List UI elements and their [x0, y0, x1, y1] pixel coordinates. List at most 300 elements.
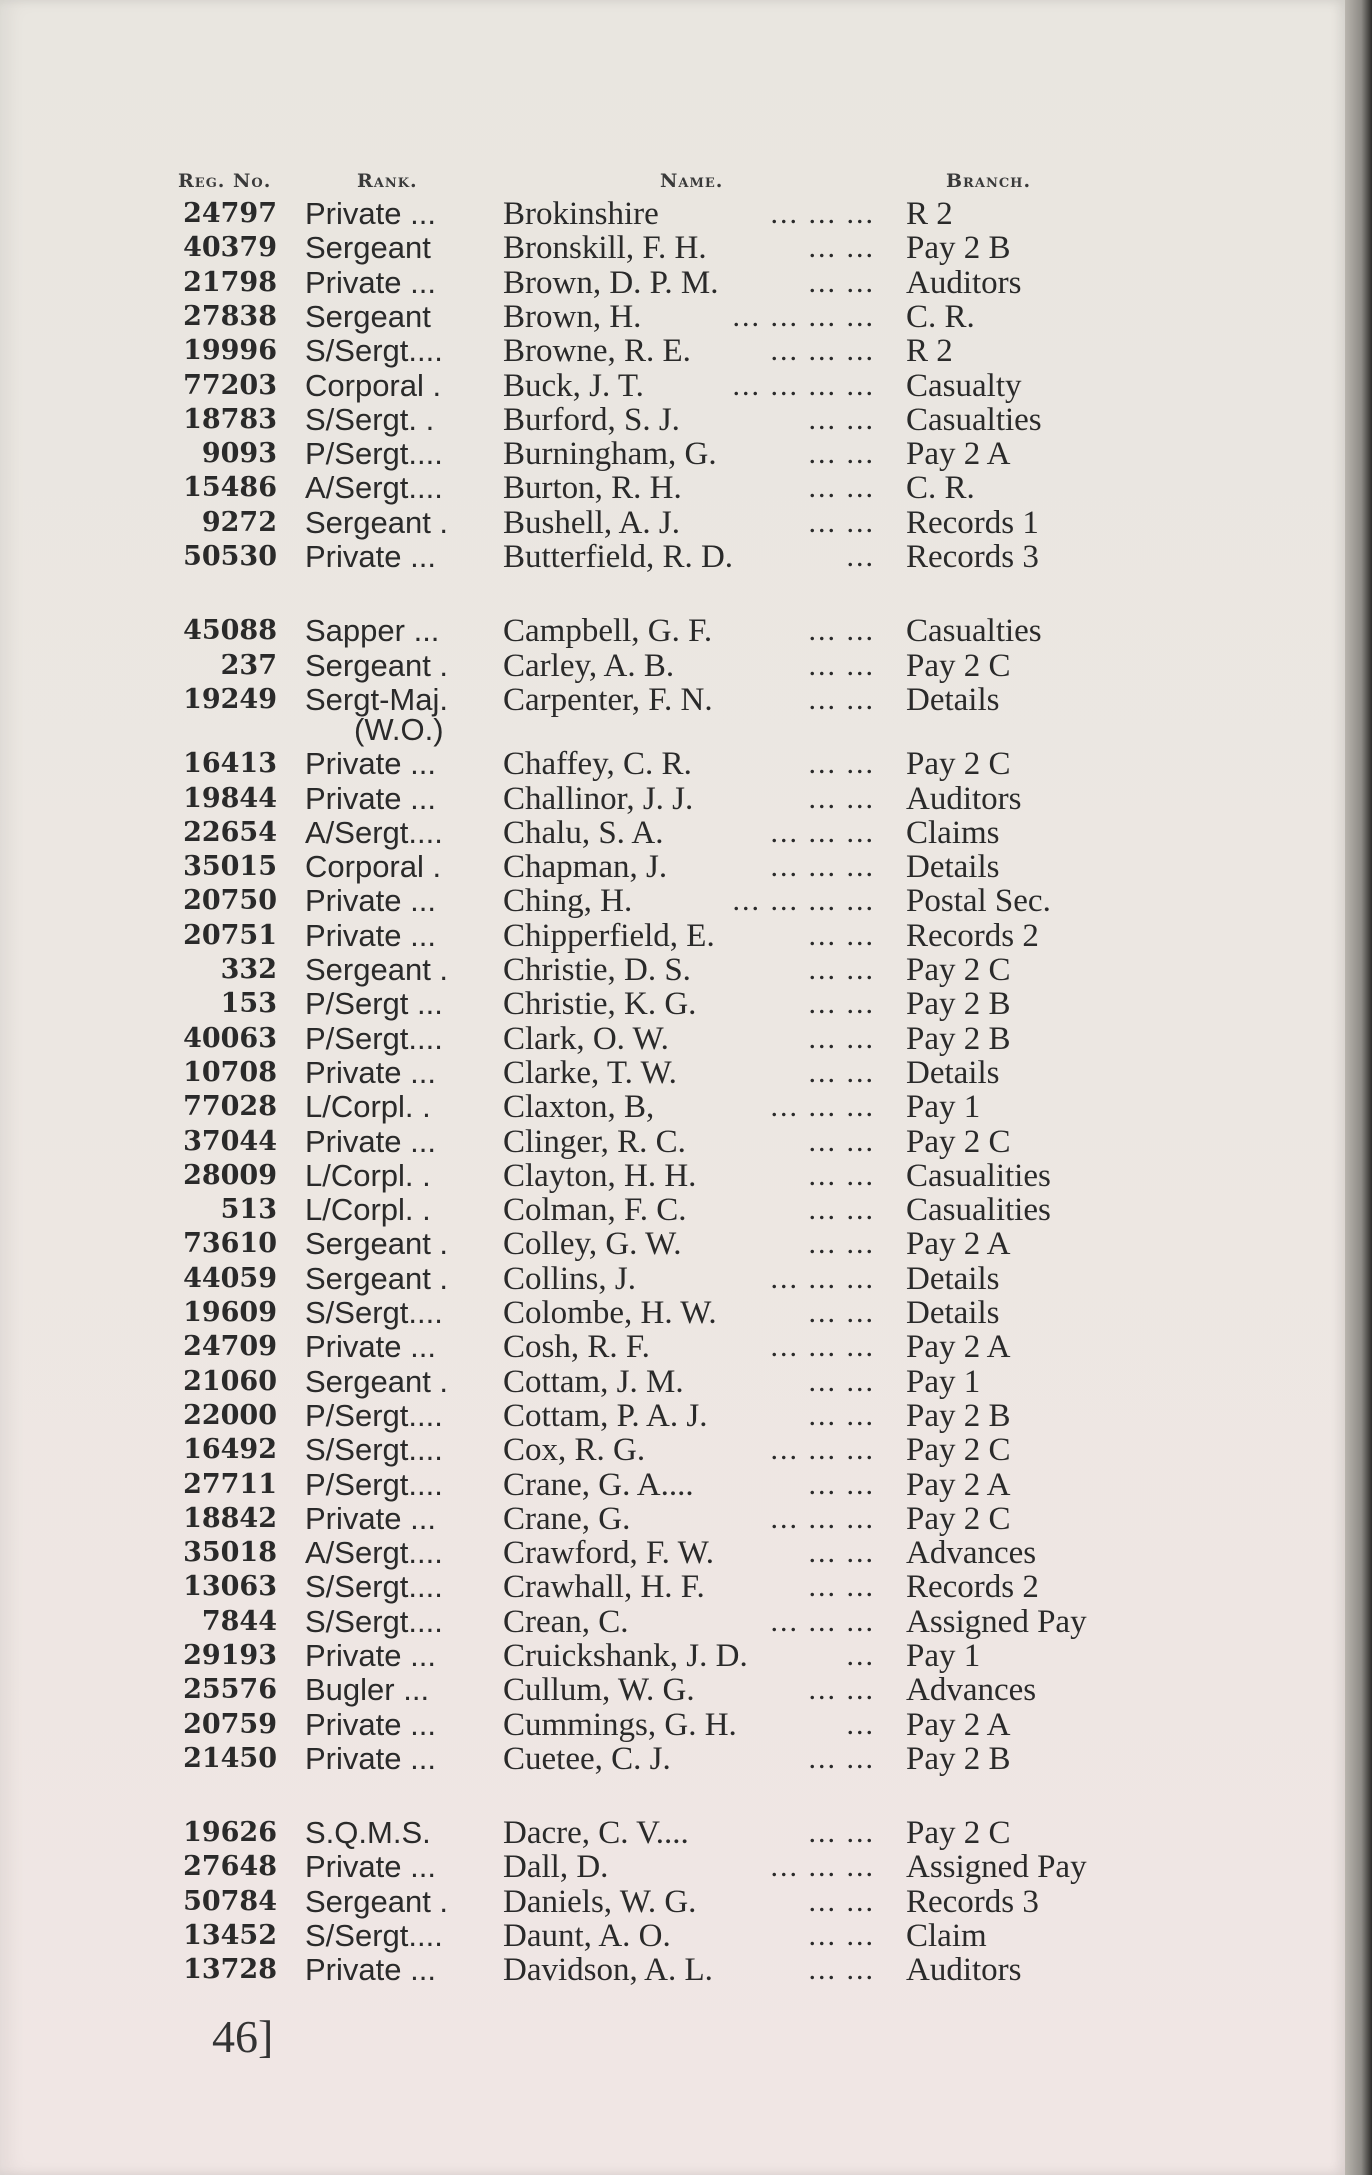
table-row [0, 1639, 1345, 1673]
table-row [0, 1850, 1345, 1884]
reg-number: 20750 [183, 885, 277, 916]
table-row [0, 1742, 1345, 1776]
branch: Pay 2 A [906, 1226, 1011, 1262]
rank: Private ... [305, 1707, 436, 1742]
branch: Pay 2 B [906, 1021, 1011, 1057]
rank: Private ... [305, 883, 436, 918]
leader-dots: ... ... [808, 1919, 875, 1952]
table-row [0, 1673, 1345, 1707]
reg-number: 45088 [183, 615, 277, 646]
personnel-name: Collins, J. [503, 1261, 636, 1297]
leader-dots: ... [846, 1639, 875, 1672]
leader-dots: ... ... [808, 1227, 875, 1260]
personnel-name: Cottam, P. A. J. [503, 1398, 708, 1434]
rank: A/Sergt.... [305, 470, 443, 505]
table-row [0, 1399, 1345, 1433]
personnel-name: Clayton, H. H. [503, 1158, 697, 1194]
personnel-name: Clark, O. W. [503, 1021, 669, 1057]
rank: Private ... [305, 1124, 436, 1159]
personnel-name: Campbell, G. F. [503, 613, 713, 649]
leader-dots: ... ... [808, 953, 875, 986]
leader-dots: ... ... ... [770, 1090, 875, 1123]
leader-dots: ... ... [808, 1570, 875, 1603]
personnel-name: Brown, H. [503, 299, 642, 335]
branch: Pay 2 B [906, 1398, 1011, 1434]
rank: S/Sergt.... [305, 1569, 443, 1604]
rank: S/Sergt.... [305, 333, 443, 368]
header-rank: Rank. [357, 170, 418, 192]
leader-dots: ... ... ... [770, 197, 875, 230]
reg-number: 22654 [183, 817, 277, 848]
rank: Sergeant . [305, 648, 449, 683]
table-row [0, 369, 1345, 403]
rank: Sergeant . [305, 1261, 449, 1296]
reg-number: 513 [220, 1194, 277, 1225]
leader-dots: ... ... ... [770, 1850, 875, 1883]
header-branch: Branch. [946, 170, 1032, 192]
rank: Private ... [305, 1055, 436, 1090]
personnel-name: Bushell, A. J. [503, 505, 680, 541]
personnel-name: Chalu, S. A. [503, 815, 664, 851]
personnel-name: Cosh, R. F. [503, 1329, 650, 1365]
rank: Bugler ... [305, 1672, 430, 1707]
rank: L/Corpl. . [305, 1158, 431, 1193]
branch: Auditors [906, 781, 1022, 817]
rank-sub-note: (W.O.) [354, 712, 444, 747]
table-row [0, 1227, 1345, 1261]
rank: Private ... [305, 1741, 436, 1776]
leader-dots: ... ... ... [770, 850, 875, 883]
reg-number: 27838 [183, 301, 277, 332]
rank: Corporal . [305, 368, 442, 403]
leader-dots: ... ... [808, 1022, 875, 1055]
personnel-name: Davidson, A. L. [503, 1952, 713, 1988]
table-row [0, 471, 1345, 505]
table-row [0, 1605, 1345, 1639]
table-row [0, 953, 1345, 987]
reg-number: 27711 [183, 1469, 277, 1500]
reg-number: 27648 [183, 1851, 277, 1882]
table-row [0, 884, 1345, 918]
table-row [0, 747, 1345, 781]
leader-dots: ... ... [808, 1125, 875, 1158]
header-name: Name. [660, 170, 724, 192]
leader-dots: ... ... [808, 1816, 875, 1849]
table-row [0, 782, 1345, 816]
reg-number: 21798 [183, 267, 277, 298]
reg-number: 13063 [183, 1571, 277, 1602]
branch: Claims [906, 815, 1000, 851]
reg-number: 50784 [183, 1886, 277, 1917]
table-row [0, 1365, 1345, 1399]
reg-number: 44059 [183, 1263, 277, 1294]
leader-dots: ... ... ... ... [732, 300, 875, 333]
branch: Details [906, 1261, 1000, 1297]
personnel-name: Colley, G. W. [503, 1226, 682, 1262]
personnel-name: Clarke, T. W. [503, 1055, 677, 1091]
table-row [0, 1536, 1345, 1570]
reg-number: 153 [220, 988, 277, 1019]
leader-dots: ... ... [808, 471, 875, 504]
reg-number: 7844 [201, 1606, 277, 1637]
personnel-name: Buck, J. T. [503, 368, 644, 404]
branch: Details [906, 1295, 1000, 1331]
rank: Private ... [305, 746, 436, 781]
reg-number: 20759 [183, 1709, 277, 1740]
leader-dots: ... ... [808, 1365, 875, 1398]
leader-dots: ... ... [808, 1885, 875, 1918]
branch: Auditors [906, 1952, 1022, 1988]
reg-number: 19996 [183, 335, 277, 366]
rank: P/Sergt.... [305, 1467, 443, 1502]
branch: Auditors [906, 265, 1022, 301]
leader-dots: ... ... ... [770, 1433, 875, 1466]
reg-number: 40063 [183, 1023, 277, 1054]
leader-dots: ... ... [808, 782, 875, 815]
rank: S/Sergt. . [305, 402, 435, 437]
table-row [0, 1056, 1345, 1090]
reg-number: 19249 [183, 684, 277, 715]
branch: Casualties [906, 402, 1042, 438]
rank: Private ... [305, 1329, 436, 1364]
reg-number: 50530 [183, 541, 277, 572]
book-spine-shadow [1345, 0, 1372, 2175]
personnel-name: Carley, A. B. [503, 648, 675, 684]
branch: Records 3 [906, 1884, 1039, 1920]
rank: P/Sergt.... [305, 436, 443, 471]
table-row [0, 437, 1345, 471]
rank: Sergeant . [305, 952, 449, 987]
reg-number: 9093 [201, 438, 277, 469]
rank: A/Sergt.... [305, 1535, 443, 1570]
leader-dots: ... ... [808, 1673, 875, 1706]
rank: P/Sergt.... [305, 1021, 443, 1056]
branch: Pay 2 B [906, 986, 1011, 1022]
leader-dots: ... ... ... [770, 334, 875, 367]
table-row [0, 987, 1345, 1021]
branch: Pay 1 [906, 1638, 981, 1674]
reg-number: 21060 [183, 1366, 277, 1397]
personnel-name: Dacre, C. V.... [503, 1815, 689, 1851]
table-row [0, 1262, 1345, 1296]
reg-number: 28009 [183, 1160, 277, 1191]
rank: Sapper ... [305, 613, 440, 648]
branch: Pay 2 C [906, 1432, 1011, 1468]
reg-number: 237 [220, 650, 277, 681]
rank: Sergeant [305, 299, 431, 334]
rank: S/Sergt.... [305, 1295, 443, 1330]
table-row [0, 850, 1345, 884]
leader-dots: ... ... ... [770, 1262, 875, 1295]
rank: Sergeant . [305, 1226, 449, 1261]
branch: Records 2 [906, 1569, 1039, 1605]
reg-number: 29193 [183, 1640, 277, 1671]
rank: Private ... [305, 1638, 436, 1673]
leader-dots: ... ... [808, 649, 875, 682]
personnel-name: Cuetee, C. J. [503, 1741, 671, 1777]
leader-dots: ... ... [808, 1536, 875, 1569]
leader-dots: ... ... [808, 1193, 875, 1226]
rank: S/Sergt.... [305, 1432, 443, 1467]
table-row [0, 1159, 1345, 1193]
reg-number: 15486 [183, 472, 277, 503]
table-row [0, 614, 1345, 648]
reg-number: 19609 [183, 1297, 277, 1328]
rank: Sergeant . [305, 505, 449, 540]
personnel-name: Cox, R. G. [503, 1432, 646, 1468]
branch: Assigned Pay [906, 1849, 1087, 1885]
table-row [0, 1885, 1345, 1919]
personnel-name: Crane, G. [503, 1501, 631, 1537]
personnel-name: Bronskill, F. H. [503, 230, 707, 266]
reg-number: 18842 [183, 1503, 277, 1534]
leader-dots: ... ... ... ... [732, 369, 875, 402]
rank: Sergeant [305, 230, 431, 265]
reg-number: 20751 [183, 920, 277, 951]
table-row [0, 683, 1345, 717]
branch: Pay 2 A [906, 1707, 1011, 1743]
header-reg-no: Reg. No. [178, 170, 272, 192]
reg-number: 13728 [183, 1954, 277, 1985]
leader-dots: ... ... [808, 403, 875, 436]
branch: R 2 [906, 196, 953, 232]
reg-number: 332 [220, 954, 277, 985]
personnel-name: Clinger, R. C. [503, 1124, 686, 1160]
table-row [0, 506, 1345, 540]
table-row [0, 1193, 1345, 1227]
reg-number: 35015 [183, 851, 277, 882]
leader-dots: ... ... ... [770, 816, 875, 849]
personnel-name: Crawhall, H. F. [503, 1569, 705, 1605]
personnel-name: Chipperfield, E. [503, 918, 715, 954]
personnel-name: Colman, F. C. [503, 1192, 687, 1228]
branch: Details [906, 1055, 1000, 1091]
personnel-name: Daunt, A. O. [503, 1918, 671, 1954]
reg-number: 18783 [183, 404, 277, 435]
branch: Pay 1 [906, 1089, 981, 1125]
table-row [0, 1919, 1345, 1953]
branch: C. R. [906, 470, 975, 506]
rank: Private ... [305, 781, 436, 816]
branch: Casualities [906, 1158, 1051, 1194]
rank: S/Sergt.... [305, 1604, 443, 1639]
branch: Records 2 [906, 918, 1039, 954]
reg-number: 19626 [183, 1817, 277, 1848]
table-row [0, 1708, 1345, 1742]
rank: S.Q.M.S. [305, 1815, 431, 1850]
personnel-name: Crawford, F. W. [503, 1535, 714, 1571]
branch: Details [906, 682, 1000, 718]
column-header-row [0, 170, 1345, 194]
reg-number: 24709 [183, 1331, 277, 1362]
personnel-name: Cruickshank, J. D. [503, 1638, 748, 1674]
table-row [0, 1468, 1345, 1502]
leader-dots: ... ... [808, 1296, 875, 1329]
personnel-name: Browne, R. E. [503, 333, 691, 369]
table-row [0, 540, 1345, 574]
branch: R 2 [906, 333, 953, 369]
reg-number: 21450 [183, 1743, 277, 1774]
rank: P/Sergt.... [305, 1398, 443, 1433]
branch: Pay 2 A [906, 1329, 1011, 1365]
table-row [0, 1330, 1345, 1364]
personnel-name: Chapman, J. [503, 849, 668, 885]
branch: Claim [906, 1918, 987, 1954]
leader-dots: ... ... [808, 683, 875, 716]
personnel-name: Carpenter, F. N. [503, 682, 713, 718]
rank: Sergt-Maj. [305, 682, 448, 717]
table-row [0, 266, 1345, 300]
leader-dots: ... ... [808, 506, 875, 539]
leader-dots: ... ... [808, 1399, 875, 1432]
branch: Postal Sec. [906, 883, 1051, 919]
leader-dots: ... ... [808, 614, 875, 647]
reg-number: 73610 [183, 1228, 277, 1259]
reg-number: 16492 [183, 1434, 277, 1465]
branch: Casualties [906, 613, 1042, 649]
table-row [0, 919, 1345, 953]
personnel-name: Christie, D. S. [503, 952, 691, 988]
personnel-name: Burton, R. H. [503, 470, 682, 506]
leader-dots: ... [846, 540, 875, 573]
leader-dots: ... ... [808, 1742, 875, 1775]
rank: Private ... [305, 918, 436, 953]
table-row [0, 403, 1345, 437]
personnel-name: Butterfield, R. D. [503, 539, 734, 575]
reg-number: 37044 [183, 1126, 277, 1157]
table-row [0, 300, 1345, 334]
rank: A/Sergt.... [305, 815, 443, 850]
reg-number: 22000 [183, 1400, 277, 1431]
leader-dots: ... ... ... [770, 1605, 875, 1638]
rank: P/Sergt ... [305, 986, 443, 1021]
leader-dots: ... ... [808, 747, 875, 780]
branch: Casualities [906, 1192, 1051, 1228]
page-number: 46] [212, 2011, 274, 2062]
personnel-name: Crane, G. A.... [503, 1467, 694, 1503]
leader-dots: ... ... [808, 987, 875, 1020]
rank: L/Corpl. . [305, 1089, 431, 1124]
branch: Pay 1 [906, 1364, 981, 1400]
personnel-name: Dall, D. [503, 1849, 609, 1885]
branch: Pay 2 A [906, 1467, 1011, 1503]
personnel-name: Challinor, J. J. [503, 781, 694, 817]
rank: Private ... [305, 539, 436, 574]
rank: Private ... [305, 265, 436, 300]
rank: Sergeant . [305, 1364, 449, 1399]
personnel-name: Claxton, B, [503, 1089, 655, 1125]
leader-dots: ... [846, 1708, 875, 1741]
personnel-name: Chaffey, C. R. [503, 746, 692, 782]
table-row [0, 1953, 1345, 1987]
table-row [0, 1570, 1345, 1604]
personnel-name: Brown, D. P. M. [503, 265, 719, 301]
leader-dots: ... ... [808, 266, 875, 299]
leader-dots: ... ... [808, 437, 875, 470]
rank: Private ... [305, 1849, 436, 1884]
rank: Corporal . [305, 849, 442, 884]
table-row [0, 1502, 1345, 1536]
personnel-name: Cullum, W. G. [503, 1672, 695, 1708]
branch: Pay 2 B [906, 1741, 1011, 1777]
personnel-name: Christie, K. G. [503, 986, 697, 1022]
branch: Pay 2 A [906, 436, 1011, 472]
branch: Pay 2 B [906, 230, 1011, 266]
personnel-name: Daniels, W. G. [503, 1884, 697, 1920]
table-row [0, 1433, 1345, 1467]
reg-number: 35018 [183, 1537, 277, 1568]
personnel-name: Crean, C. [503, 1604, 629, 1640]
leader-dots: ... ... [808, 231, 875, 264]
table-row [0, 197, 1345, 231]
branch: Pay 2 C [906, 952, 1011, 988]
rank: Sergeant . [305, 1884, 449, 1919]
table-row [0, 1816, 1345, 1850]
table-row [0, 231, 1345, 265]
personnel-name: Burningham, G. [503, 436, 717, 472]
personnel-name: Colombe, H. W. [503, 1295, 717, 1331]
branch: C. R. [906, 299, 975, 335]
branch: Records 1 [906, 505, 1039, 541]
reg-number: 77203 [183, 370, 277, 401]
personnel-name: Brokinshire [503, 196, 659, 232]
leader-dots: ... ... ... [770, 1502, 875, 1535]
reg-number: 40379 [183, 232, 277, 263]
branch: Casualty [906, 368, 1022, 404]
reg-number: 9272 [201, 507, 277, 538]
reg-number: 16413 [183, 748, 277, 779]
reg-number: 10708 [183, 1057, 277, 1088]
table-row [0, 1022, 1345, 1056]
table-row [0, 334, 1345, 368]
personnel-name: Ching, H. [503, 883, 633, 919]
rank: S/Sergt.... [305, 1918, 443, 1953]
table-row [0, 816, 1345, 850]
reg-number: 13452 [183, 1920, 277, 1951]
branch: Advances [906, 1672, 1037, 1708]
branch: Records 3 [906, 539, 1039, 575]
leader-dots: ... ... [808, 1056, 875, 1089]
personnel-name: Cummings, G. H. [503, 1707, 737, 1743]
reg-number: 25576 [183, 1674, 277, 1705]
leader-dots: ... ... ... ... [732, 884, 875, 917]
personnel-name: Burford, S. J. [503, 402, 680, 438]
branch: Pay 2 C [906, 1501, 1011, 1537]
branch: Assigned Pay [906, 1604, 1087, 1640]
rank: Private ... [305, 1501, 436, 1536]
table-row [0, 649, 1345, 683]
leader-dots: ... ... [808, 1159, 875, 1192]
reg-number: 19844 [183, 783, 277, 814]
leader-dots: ... ... [808, 1468, 875, 1501]
table-row [0, 1125, 1345, 1159]
rank: Private ... [305, 1952, 436, 1987]
rank: Private ... [305, 196, 436, 231]
table-row [0, 1296, 1345, 1330]
rank: L/Corpl. . [305, 1192, 431, 1227]
table-row [0, 1090, 1345, 1124]
leader-dots: ... ... [808, 1953, 875, 1986]
branch: Advances [906, 1535, 1037, 1571]
branch: Pay 2 C [906, 1815, 1011, 1851]
branch: Pay 2 C [906, 746, 1011, 782]
branch: Details [906, 849, 1000, 885]
leader-dots: ... ... [808, 919, 875, 952]
reg-number: 24797 [183, 198, 277, 229]
leader-dots: ... ... ... [770, 1330, 875, 1363]
branch: Pay 2 C [906, 1124, 1011, 1160]
branch: Pay 2 C [906, 648, 1011, 684]
